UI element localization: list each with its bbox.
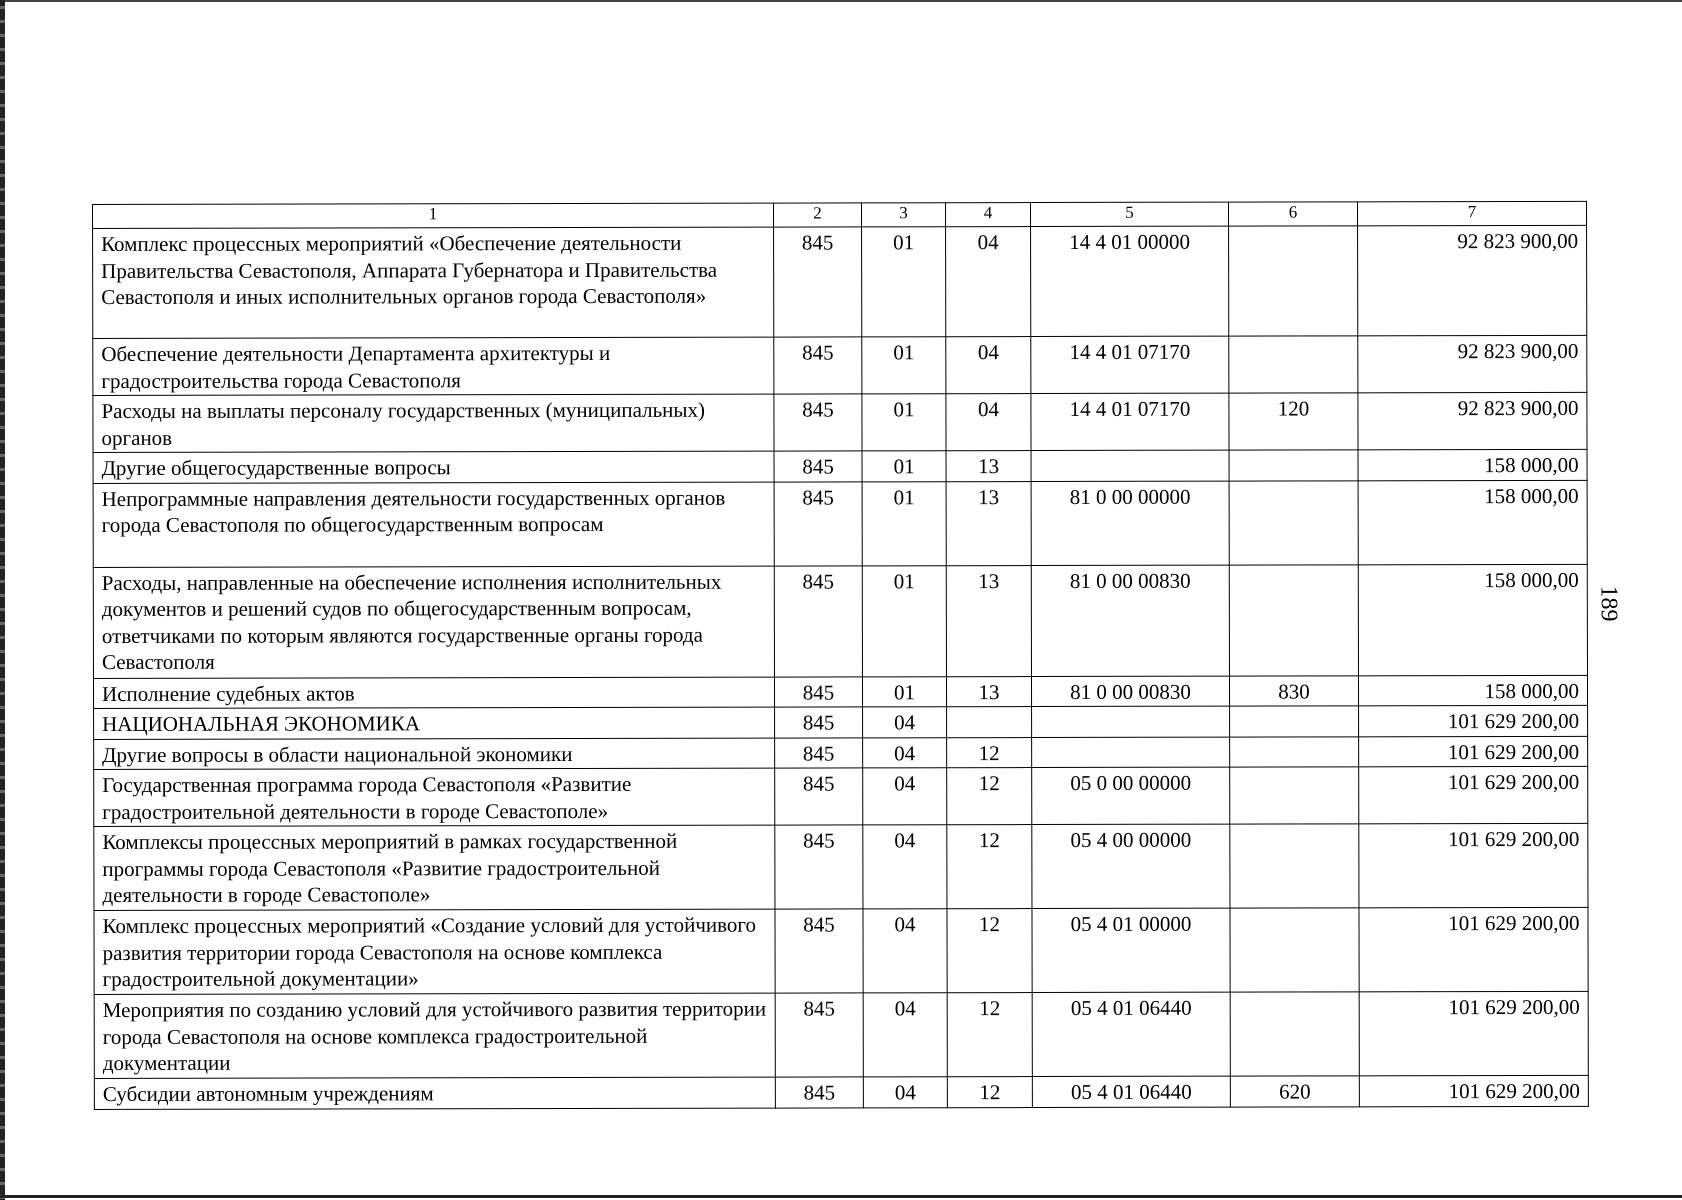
- row-col2: 845: [775, 825, 863, 909]
- table-header-row: [93, 201, 1587, 228]
- row-col2: 845: [775, 909, 863, 993]
- row-col5: 05 4 00 00000: [1032, 824, 1230, 908]
- row-col4: 12: [947, 1077, 1032, 1108]
- row-col5: 14 4 01 07170: [1031, 336, 1229, 393]
- row-col5: 05 0 00 00000: [1032, 767, 1230, 824]
- table-row: [93, 564, 1587, 678]
- row-col3: 01: [862, 451, 946, 482]
- header-cell: 5: [1030, 202, 1228, 226]
- header-cell: 1: [93, 203, 774, 228]
- row-col3: 01: [862, 481, 946, 565]
- row-col2: 845: [775, 737, 863, 768]
- row-name: Исполнение судебных актов: [93, 677, 774, 709]
- row-col5: 14 4 01 00000: [1031, 226, 1229, 336]
- row-name: Обеспечение деятельности Департамента архитектуры и градостроительства города Севастополя: [93, 337, 774, 395]
- row-amount: 92 823 900,00: [1358, 225, 1587, 335]
- row-col4: 12: [947, 993, 1032, 1077]
- row-col5: 14 4 01 07170: [1031, 393, 1229, 450]
- row-col6: [1230, 824, 1359, 908]
- row-col6: [1229, 480, 1358, 564]
- table-row: [93, 480, 1587, 567]
- page-number: 189: [1595, 585, 1622, 622]
- table-row: [94, 705, 1588, 739]
- row-col4: 13: [946, 451, 1031, 482]
- row-name: Мероприятия по созданию условий для устойчивого развития территории города Севастополя на основе комплекса градостроительной документации: [94, 993, 775, 1078]
- row-col6: [1230, 767, 1359, 824]
- row-col3: 01: [862, 337, 946, 394]
- row-name: Комплексы процессных мероприятий в рамках государственной программы города Севастополя «Развитие градостроительной деятельности в городе Севастополе»: [94, 825, 775, 910]
- row-col5: [1032, 737, 1230, 768]
- header-cell: 4: [945, 203, 1030, 227]
- row-name: Расходы на выплаты персоналу государственных (муниципальных) органов: [93, 394, 774, 452]
- table-row: [93, 449, 1587, 483]
- row-col3: 04: [863, 825, 947, 909]
- table-row: [94, 823, 1588, 910]
- row-col6: [1229, 226, 1358, 336]
- row-col5: 05 4 01 06440: [1032, 1076, 1230, 1107]
- row-col5: [1031, 450, 1229, 481]
- row-col2: 845: [775, 768, 863, 825]
- header-cell: 3: [861, 203, 945, 227]
- row-amount: 101 629 200,00: [1359, 766, 1588, 823]
- row-amount: 101 629 200,00: [1359, 736, 1588, 767]
- row-col6: [1229, 564, 1358, 675]
- row-col3: 01: [862, 227, 946, 337]
- table-row: [93, 392, 1587, 452]
- row-amount: 101 629 200,00: [1359, 823, 1588, 907]
- row-col2: 845: [774, 565, 862, 676]
- row-col3: 01: [862, 394, 946, 451]
- table-row: [93, 225, 1587, 338]
- row-col4: 13: [946, 676, 1031, 707]
- row-col2: 845: [774, 394, 862, 451]
- row-amount: 158 000,00: [1358, 449, 1587, 480]
- row-col3: 01: [862, 565, 946, 676]
- table-row: [94, 736, 1588, 770]
- row-col2: 845: [774, 337, 862, 394]
- row-col3: 04: [863, 1077, 947, 1108]
- row-amount: 92 823 900,00: [1358, 335, 1587, 392]
- row-col3: 04: [863, 768, 947, 825]
- row-col5: [1032, 706, 1230, 737]
- row-name: Другие вопросы в области национальной экономики: [94, 738, 775, 770]
- row-col4: 04: [946, 337, 1031, 394]
- row-name: Субсидии автономным учреждениям: [94, 1077, 775, 1109]
- row-col6: 120: [1229, 393, 1358, 450]
- row-amount: 101 629 200,00: [1359, 1075, 1588, 1106]
- row-col4: 13: [946, 565, 1031, 676]
- budget-table: [92, 201, 1589, 1110]
- row-col6: [1230, 736, 1359, 767]
- table-row: [94, 1075, 1588, 1109]
- row-amount: 92 823 900,00: [1358, 392, 1587, 449]
- row-col5: 05 4 01 06440: [1032, 992, 1230, 1076]
- row-col2: 845: [774, 227, 862, 337]
- row-col5: 81 0 00 00830: [1031, 676, 1229, 707]
- row-col6: [1230, 992, 1359, 1076]
- row-col2: 845: [774, 676, 862, 707]
- row-col6: [1229, 450, 1358, 481]
- row-col4: [947, 707, 1032, 738]
- row-col6: 830: [1229, 675, 1358, 706]
- row-col4: 12: [947, 909, 1032, 993]
- row-amount: 101 629 200,00: [1359, 991, 1588, 1075]
- row-col3: 04: [863, 737, 947, 768]
- row-col4: 12: [947, 825, 1032, 909]
- row-col6: [1229, 336, 1358, 393]
- row-name: Комплекс процессных мероприятий «Создание условий для устойчивого развития территории города Севастополя на основе комплекса градостроительной документации»: [94, 909, 775, 994]
- row-col2: 845: [774, 481, 862, 565]
- row-col4: 04: [946, 227, 1031, 337]
- header-cell: 7: [1357, 201, 1586, 225]
- table-row: [94, 991, 1588, 1078]
- row-col2: 845: [775, 707, 863, 738]
- row-col3: 04: [863, 909, 947, 993]
- table-row: [93, 675, 1587, 709]
- row-col5: 81 0 00 00830: [1031, 565, 1229, 676]
- row-col4: 04: [946, 394, 1031, 451]
- row-col4: 12: [947, 737, 1032, 768]
- table-row: [94, 766, 1588, 826]
- row-col4: 13: [946, 481, 1031, 565]
- row-col2: 845: [775, 993, 863, 1077]
- table-row: [94, 907, 1588, 994]
- row-amount: 101 629 200,00: [1359, 907, 1588, 991]
- row-amount: 158 000,00: [1358, 564, 1587, 675]
- row-amount: 158 000,00: [1358, 480, 1587, 564]
- row-name: Государственная программа города Севастополя «Развитие градостроительной деятельности в городе Севастополе»: [94, 768, 775, 826]
- row-col4: 12: [947, 768, 1032, 825]
- row-col6: [1230, 908, 1359, 992]
- row-name: Комплекс процессных мероприятий «Обеспечение деятельности Правительства Севастополя, Аппарата Губернатора и Правительства Севастополя и иных исполнительных органов города Севастополя»: [93, 227, 774, 338]
- row-name: Другие общегосударственные вопросы: [93, 451, 774, 483]
- scan-edge-top: [0, 0, 1682, 2]
- row-amount: 101 629 200,00: [1359, 705, 1588, 736]
- row-col5: 05 4 01 00000: [1032, 908, 1230, 992]
- row-col5: 81 0 00 00000: [1031, 481, 1229, 565]
- row-col3: 04: [863, 993, 947, 1077]
- row-name: НАЦИОНАЛЬНАЯ ЭКОНОМИКА: [94, 707, 775, 739]
- row-amount: 158 000,00: [1358, 675, 1587, 706]
- header-cell: 2: [773, 203, 861, 227]
- scan-edge-bottom: [0, 1195, 1682, 1198]
- row-name: Расходы, направленные на обеспечение исполнения исполнительных документов и решений судов по общегосударственным вопросам, ответчиками по которым являются государственные органы города Севастополя: [93, 566, 774, 678]
- row-col6: 620: [1230, 1076, 1359, 1107]
- row-col3: 01: [862, 676, 946, 707]
- row-col6: [1230, 706, 1359, 737]
- row-col3: 04: [863, 707, 947, 738]
- header-cell: 6: [1228, 202, 1357, 226]
- scan-edge-left: [0, 0, 5, 1200]
- row-col2: 845: [774, 451, 862, 482]
- row-name: Непрограммные направления деятельности государственных органов города Севастополя по общегосударственным вопросам: [93, 482, 774, 567]
- table-row: [93, 335, 1587, 395]
- row-col2: 845: [775, 1077, 863, 1108]
